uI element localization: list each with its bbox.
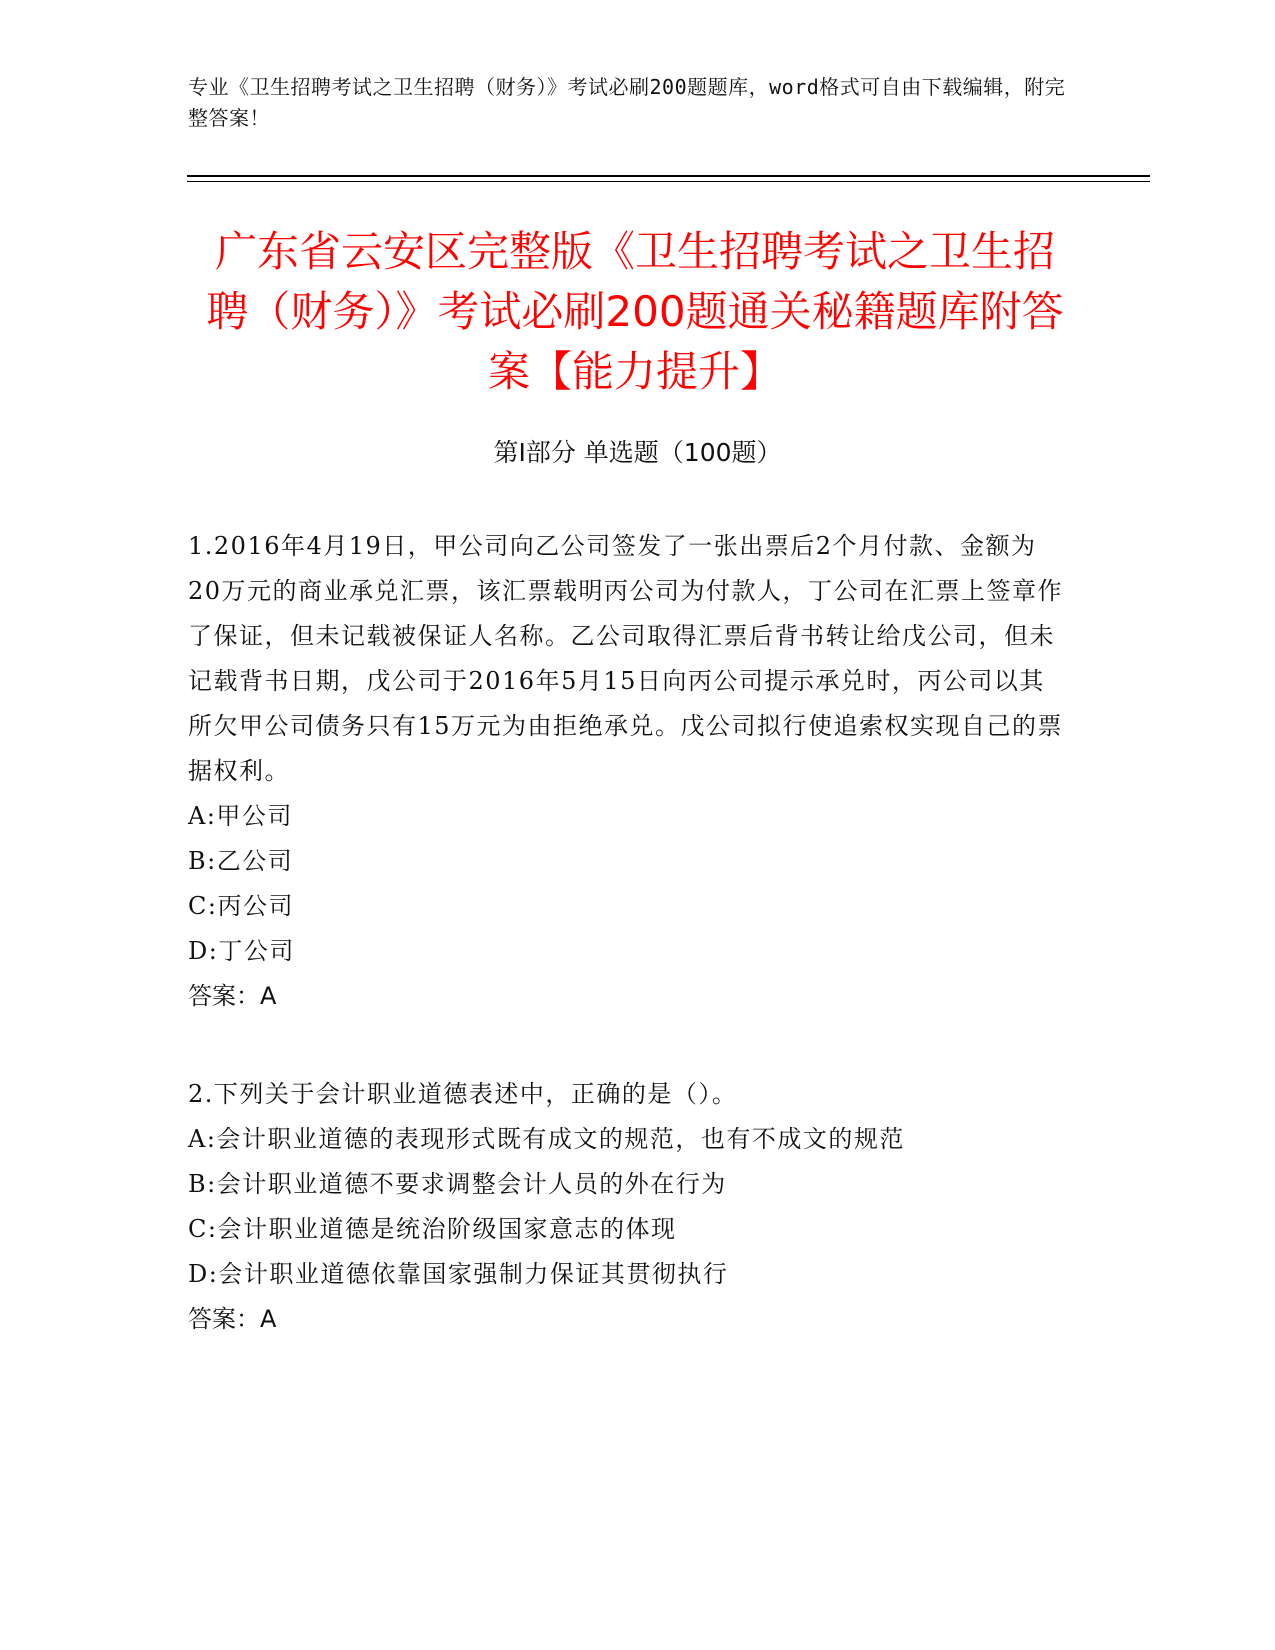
question-stem: 1.2016年4月19日，甲公司向乙公司签发了一张出票后2个月付款、金额为20万元的商业承兑汇票，该汇票载明丙公司为付款人，丁公司在汇票上签章作了保证，但未记载被保证人名称。乙公司取得汇票后背书转让给戊公司，但未记载背书日期，戊公司于2016年5月15日向丙公司提示承兑时，丙公司以其所欠甲公司债务只有15万元为由拒绝承兑。戊公司拟行使追索权实现自己的票据权利。 [188,532,1064,785]
document-title: 广东省云安区完整版《卫生招聘考试之卫生招聘（财务）》考试必刷200题通关秘籍题库附答案【能力提升】 [206,227,1064,396]
option-c: C:会计职业道德是统治阶级国家意志的体现 [188,1215,677,1243]
question-2 [188,1072,1068,1342]
header-note: 专业《卫生招聘考试之卫生招聘（财务）》考试必刷200题题库，word格式可自由下载编辑，附完整答案！ [188,75,1066,130]
section-heading: 第Ⅰ部分 单选题（100题） [493,438,782,467]
header-divider-thin [187,181,1150,182]
header-divider-thick [187,175,1150,177]
answer: 答案：A [188,982,277,1010]
option-d: D:会计职业道德依靠国家强制力保证其贯彻执行 [188,1260,729,1288]
option-a: A:甲公司 [188,802,293,830]
option-c: C:丙公司 [188,892,294,920]
question-1 [188,524,1068,1019]
option-d: D:丁公司 [188,937,295,965]
question-stem: 2.下列关于会计职业道德表述中，正确的是（）。 [188,1080,738,1108]
option-b: B:乙公司 [188,847,294,875]
answer: 答案：A [188,1305,277,1333]
option-b: B:会计职业道德不要求调整会计人员的外在行为 [188,1170,727,1198]
option-a: A:会计职业道德的表现形式既有成文的规范，也有不成文的规范 [188,1125,905,1153]
